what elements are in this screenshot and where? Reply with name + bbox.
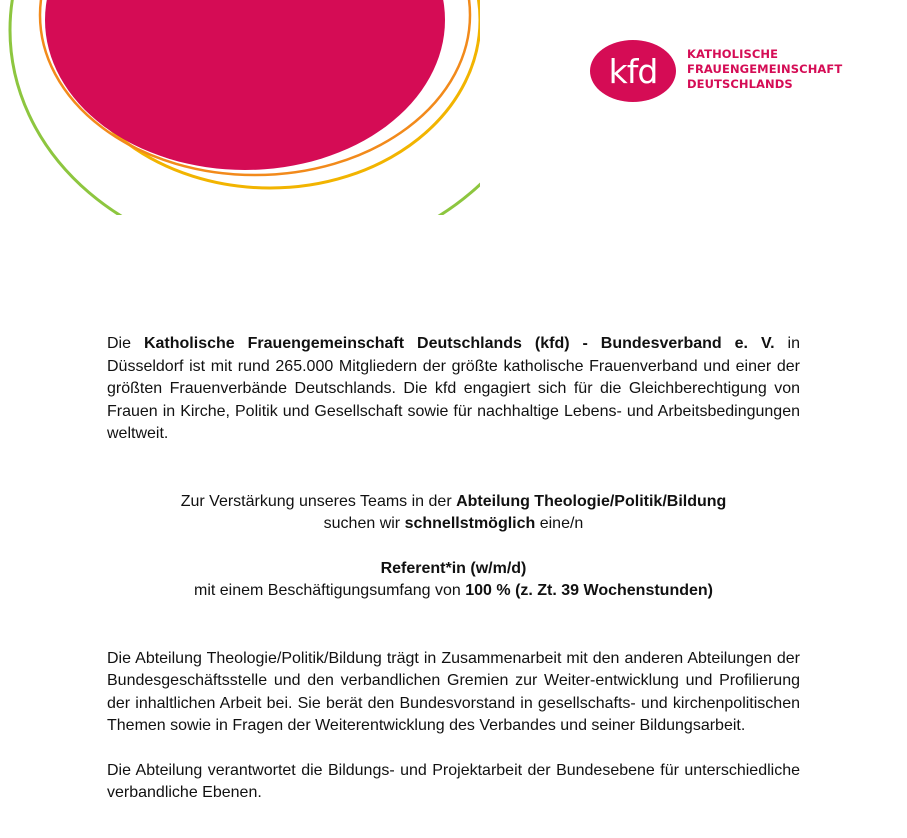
decorative-circles-graphic — [0, 0, 480, 215]
logo-line-2: FRAUENGEMEINSCHAFT — [687, 62, 843, 76]
kfd-logo — [590, 40, 850, 104]
job-scope — [107, 580, 800, 603]
job-line-1-prefix: Zur Verstärkung unseres Teams in der — [180, 492, 457, 510]
description-paragraph-2: Die Abteilung verantwortet die Bildungs- und Projektarbeit der Bundesebene für unterschiedliche verbandliche Ebenen. — [107, 761, 800, 801]
job-title-text: Referent*in (w/m/d) — [380, 559, 527, 577]
job-line-2 — [107, 513, 800, 536]
kfd-logo-mark: kfd — [590, 40, 676, 102]
intro-text-rest: in Düsseldorf ist mit rund 265.000 Mitgliedern der größte katholische Frauenverband und einer der größten Frauenverbände Deutschlands. Die kfd engagiert sich für die Gleichberechtigung von Frauen in Kirche, Politik und Gesellschaft sowie für nachhaltige Lebens- und Arbeitsbedingungen weltweit. — [107, 335, 801, 442]
job-scope-prefix: mit einem Beschäftigungsumfang von — [193, 582, 466, 599]
urgency: schnellstmöglich — [404, 515, 536, 532]
document-body — [107, 333, 800, 805]
kfd-logo-wordmark — [687, 47, 842, 92]
job-line-2-prefix: suchen wir — [323, 515, 405, 532]
logo-line-1: KATHOLISCHE — [687, 47, 779, 61]
magenta-circle — [45, 0, 445, 170]
intro-paragraph — [107, 333, 800, 446]
logo-line-3: DEUTSCHLANDS — [687, 77, 793, 91]
job-scope-value: 100 % (z. Zt. 39 Wochenstunden) — [465, 582, 713, 599]
intro-text-start: Die — [107, 335, 144, 352]
description-paragraph-1: Die Abteilung Theologie/Politik/Bildung trägt in Zusammenarbeit mit den anderen Abteilungen der Bundesgeschäftsstelle und den verbandlichen Gremien zur Weiter-entwicklung und Profilierung der inhaltlichen Arbeit bei. Sie berät den Bundesvorstand in gesellschafts- und kirchenpolitischen Themen sowie in Fragen der Weiterentwicklung des Verbandes und seiner Bildungsarbeit. — [107, 649, 800, 734]
job-line-2-suffix: eine/n — [535, 515, 584, 532]
job-title — [107, 558, 800, 581]
job-line-1 — [107, 491, 800, 514]
organization-name: Katholische Frauengemeinschaft Deutschlands (kfd) - Bundesverband e. V. — [143, 335, 775, 352]
department-name: Abteilung Theologie/Politik/Bildung — [456, 492, 727, 510]
